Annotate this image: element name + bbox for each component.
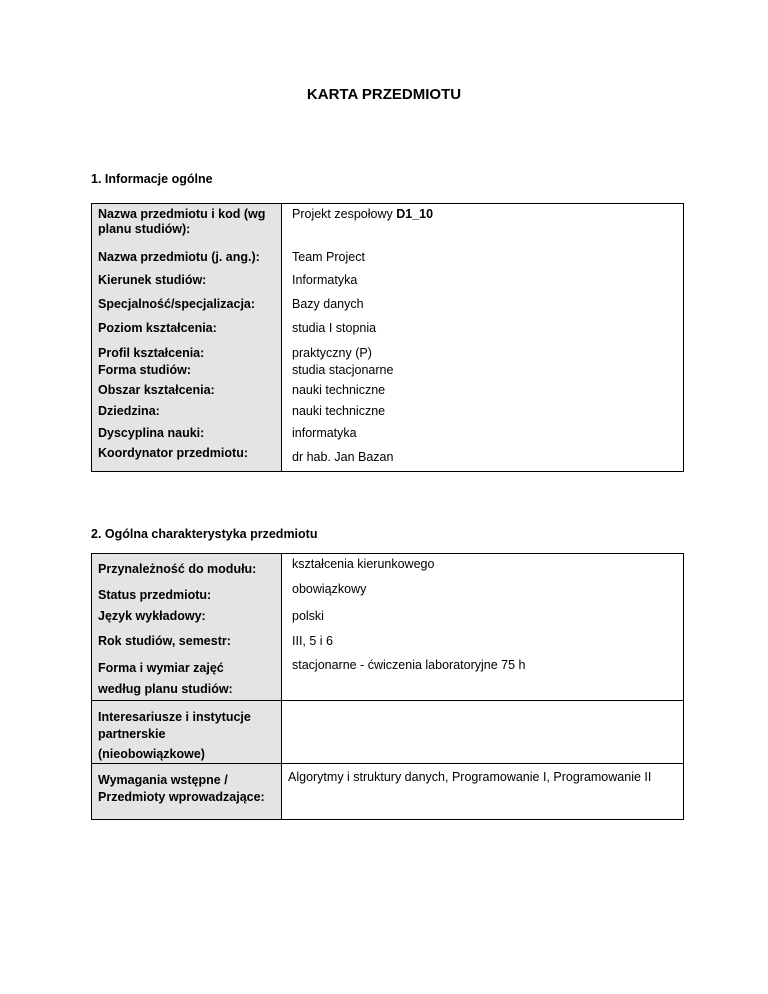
table-row <box>92 763 684 819</box>
row-value <box>282 700 684 763</box>
row-value: nauki techniczne <box>292 403 386 418</box>
section-2-heading: 2. Ogólna charakterystyka przedmiotu <box>91 527 318 541</box>
table-row <box>92 700 684 763</box>
row-label: Profil kształcenia: <box>92 339 282 361</box>
table-row <box>92 402 684 423</box>
row-value: Algorytmy i struktury danych, Programowanie I, Programowanie II <box>282 763 684 819</box>
table-row <box>92 291 684 315</box>
row-value: nauki techniczne <box>292 382 386 397</box>
table-row <box>92 629 684 653</box>
row-label: Dyscyplina nauki: <box>92 423 282 444</box>
row-label: Dziedzina: <box>92 402 282 423</box>
row-value <box>282 204 684 244</box>
table-row <box>92 423 684 444</box>
row-value: kształcenia kierunkowego <box>292 557 435 571</box>
row-label: Status przedmiotu: <box>92 579 282 604</box>
course-name: Projekt zespołowy <box>292 207 393 221</box>
row-value: III, 5 i 6 <box>292 633 333 648</box>
row-label: Przynależność do modułu: <box>92 554 282 579</box>
row-label: Język wykładowy: <box>92 604 282 629</box>
row-value: studia I stopnia <box>292 320 377 335</box>
row-value: obowiązkowy <box>292 581 367 596</box>
row-value: dr hab. Jan Bazan <box>292 449 394 464</box>
row-label: Nazwa przedmiotu (j. ang.): <box>92 244 282 267</box>
table-row <box>92 204 684 244</box>
characteristics-table <box>91 553 684 820</box>
row-value: Team Project <box>292 249 365 264</box>
row-value: Bazy danych <box>292 296 364 311</box>
row-value: stacjonarne - ćwiczenia laboratoryjne 75 h <box>292 657 526 672</box>
row-value: Informatyka <box>292 272 358 287</box>
row-label: Interesariusze i instytucje partnerskie (nieobowiązkowe) <box>92 700 282 763</box>
row-label: Rok studiów, semestr: <box>92 629 282 653</box>
row-value: informatyka <box>292 425 357 440</box>
row-label: Forma studiów: <box>92 361 282 381</box>
row-label: Obszar kształcenia: <box>92 381 282 402</box>
row-label: Kierunek studiów: <box>92 267 282 291</box>
row-label: Koordynator przedmiotu: <box>92 444 282 472</box>
table-row <box>92 361 684 381</box>
row-label: Forma i wymiar zajęć według planu studiów: <box>92 653 282 701</box>
row-label: Poziom kształcenia: <box>92 315 282 339</box>
course-code: D1_10 <box>396 207 434 221</box>
table-row <box>92 579 684 604</box>
table-row <box>92 604 684 629</box>
table-row <box>92 554 684 579</box>
document-title: KARTA PRZEDMIOTU <box>306 86 462 103</box>
table-row <box>92 339 684 361</box>
table-row <box>92 315 684 339</box>
row-label: Wymagania wstępne / Przedmioty wprowadzające: <box>92 763 282 819</box>
row-value: studia stacjonarne <box>292 362 394 377</box>
table-row <box>92 444 684 472</box>
row-label: Nazwa przedmiotu i kod (wg planu studiów): <box>92 204 282 244</box>
table-row <box>92 653 684 701</box>
table-row <box>92 381 684 402</box>
row-value: praktyczny (P) <box>292 345 372 360</box>
section-1-heading: 1. Informacje ogólne <box>91 172 213 186</box>
row-label: Specjalność/specjalizacja: <box>92 291 282 315</box>
row-value: polski <box>292 608 324 623</box>
general-info-table <box>91 203 684 472</box>
table-row <box>92 244 684 267</box>
table-row <box>92 267 684 291</box>
